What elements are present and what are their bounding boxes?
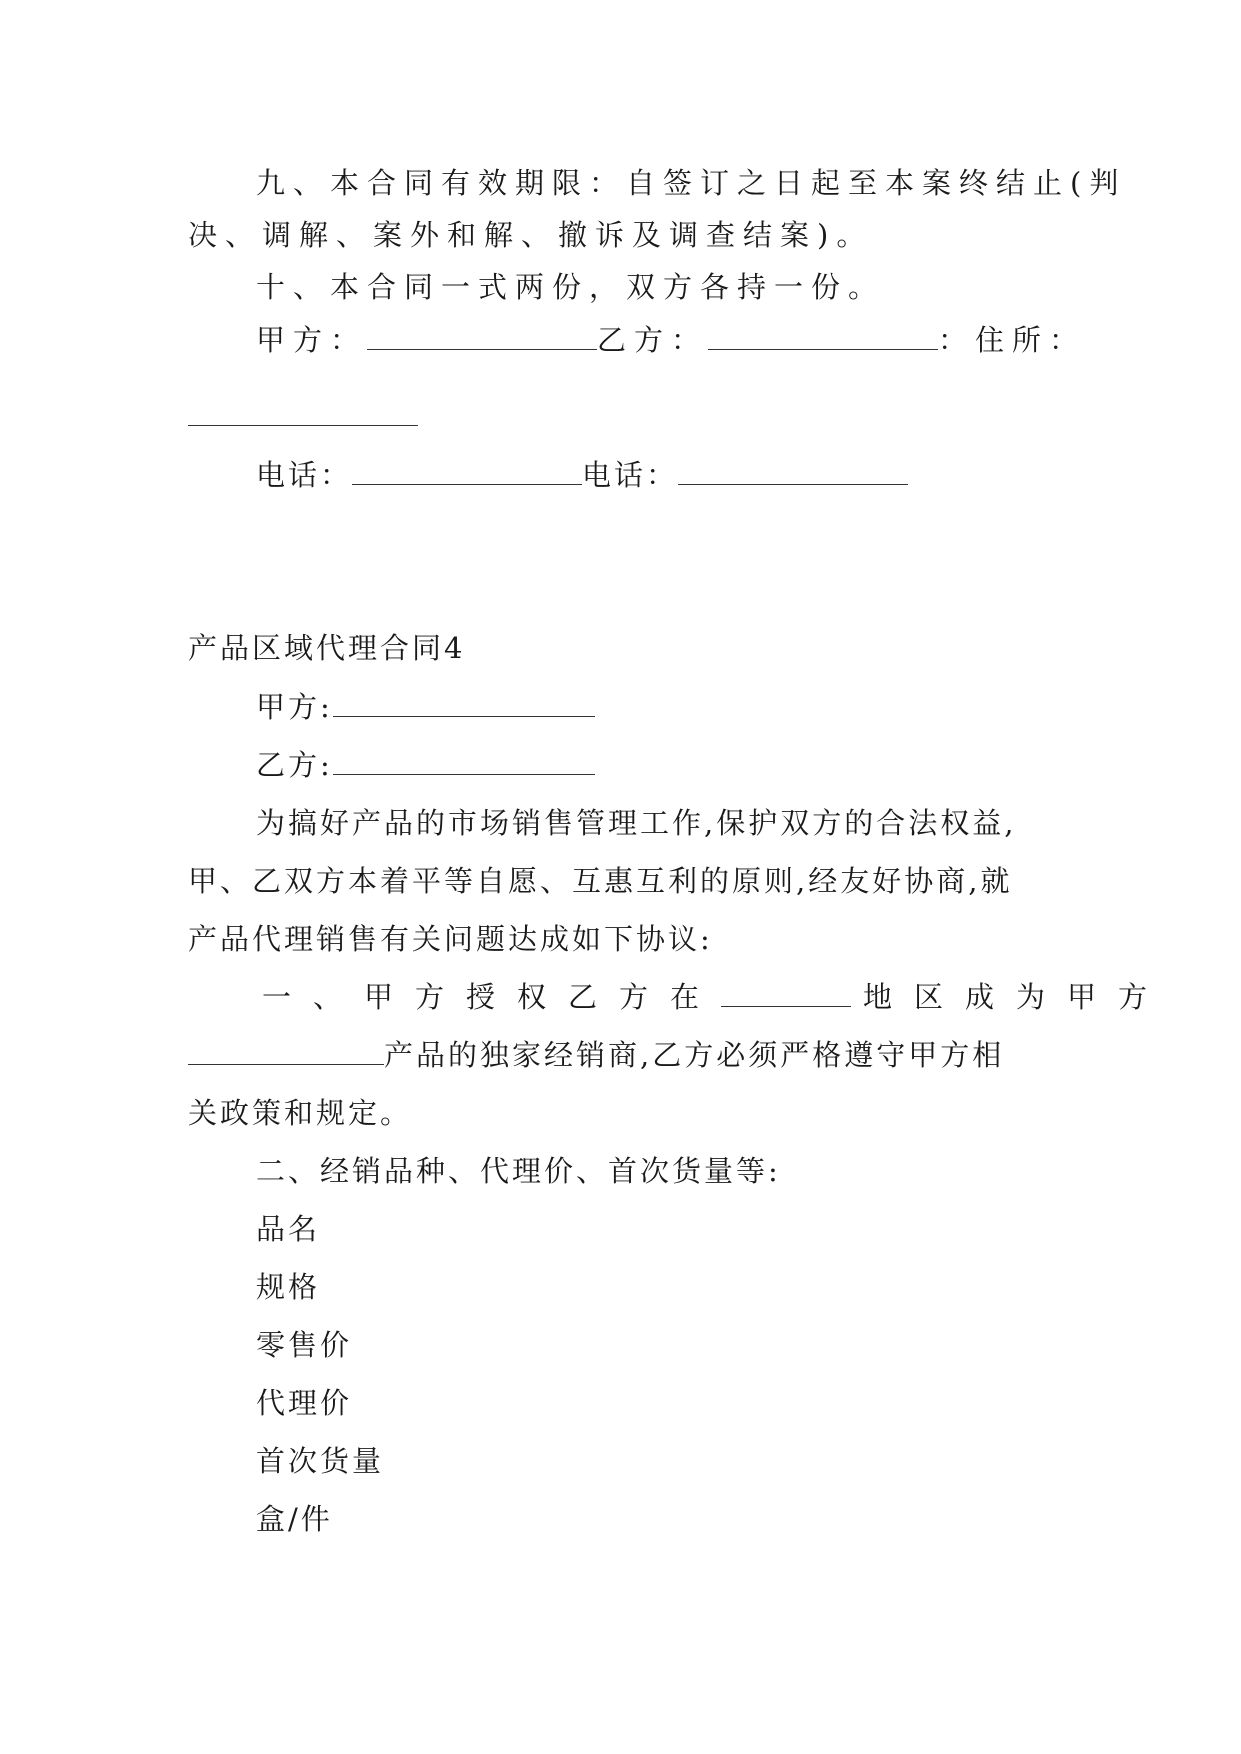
article-1-line-2 xyxy=(188,1038,1048,1072)
item-spec: 规格 xyxy=(256,1270,321,1304)
phone-line xyxy=(256,458,1056,492)
item-first-quantity: 首次货量 xyxy=(256,1444,385,1478)
article-9-line-1: 九、本合同有效期限：自签订之日起至本案终结止(判 xyxy=(256,166,1127,200)
article-1-line-3: 关政策和规定。 xyxy=(188,1096,413,1130)
item-product-name: 品名 xyxy=(256,1212,321,1246)
party-a-label: 甲方： xyxy=(256,323,368,357)
signature-line xyxy=(256,323,1087,357)
article-1-line-2-text: 产品的独家经销商,乙方必须严格遵守甲方相 xyxy=(384,1038,1005,1072)
party-a-line xyxy=(256,690,1056,724)
article-9-line-2: 决、调解、案外和解、撤诉及调查结案)。 xyxy=(188,218,874,252)
party-a-label-4: 甲方: xyxy=(256,690,333,724)
party-a-blank xyxy=(367,325,597,350)
contract-title: 产品区域代理合同4 xyxy=(188,631,466,665)
preamble-line-2: 甲、乙双方本着平等自愿、互惠互利的原则,经友好协商,就 xyxy=(188,864,1013,898)
phone-b-label: 电话： xyxy=(582,458,679,492)
address-blank xyxy=(188,424,418,426)
party-a-blank-4 xyxy=(333,692,595,717)
preamble-line-1: 为搞好产品的市场销售管理工作,保护双方的合法权益, xyxy=(256,806,1017,840)
preamble-line-3: 产品代理销售有关问题达成如下协议: xyxy=(188,922,713,956)
article-1-line-1 xyxy=(262,980,1170,1014)
address-label: ：住所： xyxy=(938,323,1087,357)
article-1-part-2: 地区成为甲方 xyxy=(863,980,1170,1014)
phone-a-label: 电话： xyxy=(256,458,353,492)
phone-a-blank xyxy=(352,460,582,485)
item-unit: 盒/件 xyxy=(256,1502,333,1536)
party-b-label-4: 乙方: xyxy=(256,748,333,782)
article-2: 二、经销品种、代理价、首次货量等: xyxy=(256,1154,781,1188)
party-b-line xyxy=(256,748,1056,782)
party-b-blank-4 xyxy=(333,750,595,775)
region-blank xyxy=(721,982,851,1007)
item-agent-price: 代理价 xyxy=(256,1386,353,1420)
article-10: 十、本合同一式两份，双方各持一份。 xyxy=(256,270,886,304)
phone-b-blank xyxy=(678,460,908,485)
article-1-part-1: 一、甲方授权乙方在 xyxy=(262,980,722,1014)
party-b-blank xyxy=(708,325,938,350)
product-blank xyxy=(188,1040,384,1065)
party-b-label: 乙方： xyxy=(597,323,709,357)
item-retail-price: 零售价 xyxy=(256,1328,353,1362)
